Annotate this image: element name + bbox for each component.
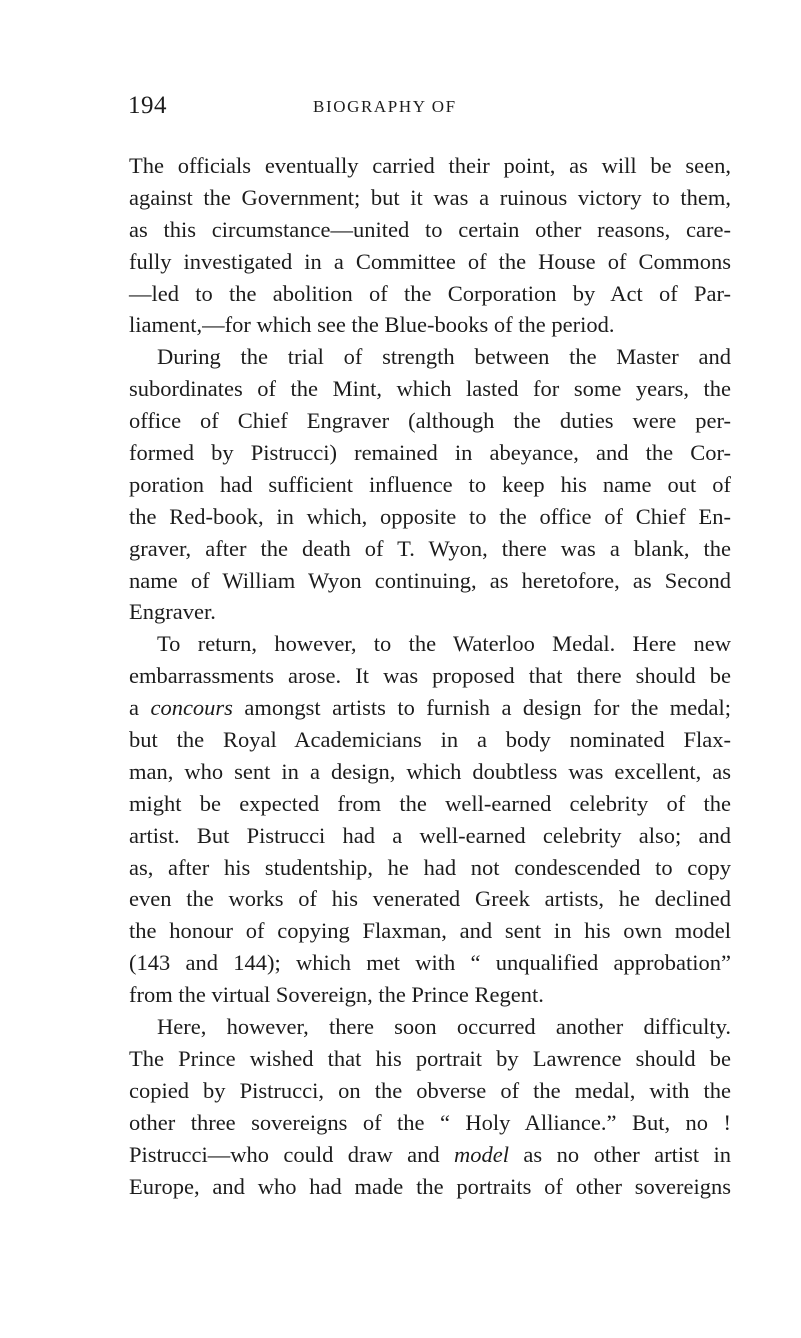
page-header	[0, 92, 801, 122]
text-line	[129, 1043, 731, 1075]
line-text: poration had sufficient influence to keep his name out of	[129, 471, 731, 497]
line-text: might be expected from the well-earned celebrity of the	[129, 790, 731, 816]
text-line	[129, 628, 731, 660]
line-text-post: amongst artists to furnish a design for the medal;	[232, 695, 731, 721]
text-line	[129, 341, 731, 373]
line-text: The officials eventually carried their point, as will be seen,	[129, 153, 731, 178]
line-text-post: as no other artist in	[509, 1141, 731, 1167]
text-line	[129, 820, 731, 852]
line-text: office of Chief Engraver (although the duties were per-	[129, 408, 731, 434]
line-text: graver, after the death of T. Wyon, there was a blank, the	[129, 535, 731, 561]
line-text: but the Royal Academicians in a body nominated Flax-	[129, 727, 731, 753]
line-text: from the virtual Sovereign, the Prince Regent.	[129, 982, 544, 1008]
text-line	[129, 1075, 731, 1107]
text-line	[129, 246, 731, 278]
page-number: 194	[128, 92, 167, 119]
line-text: Here, however, there soon occurred another difficulty.	[157, 1014, 731, 1040]
text-line	[129, 788, 731, 820]
line-text: Engraver.	[129, 599, 216, 625]
line-text: During the trial of strength between the Master and	[157, 344, 731, 370]
line-text: fully investigated in a Committee of the House of Commons	[129, 248, 731, 274]
line-text: formed by Pistrucci) remained in abeyance, and the Cor-	[129, 440, 731, 466]
text-line	[129, 278, 731, 310]
text-line	[129, 660, 731, 692]
text-line	[129, 533, 731, 565]
text-line	[129, 883, 731, 915]
text-line	[129, 915, 731, 947]
line-text: To return, however, to the Waterloo Medal. Here new	[157, 631, 731, 657]
line-text: liament,—for which see the Blue-books of the period.	[129, 312, 615, 338]
text-line	[129, 565, 731, 597]
text-line	[129, 373, 731, 405]
line-text: artist. But Pistrucci had a well-earned celebrity also; and	[129, 822, 731, 848]
line-text-pre: a	[129, 695, 151, 721]
text-line	[129, 405, 731, 437]
line-text: as this circumstance—united to certain other reasons, care-	[129, 216, 731, 242]
line-text: name of William Wyon continuing, as heretofore, as Second	[129, 567, 731, 593]
line-text: even the works of his venerated Greek artists, he declined	[129, 886, 731, 912]
running-head: BIOGRAPHY OF	[313, 97, 457, 116]
text-line	[129, 1171, 731, 1203]
text-line	[129, 947, 731, 979]
text-line	[129, 150, 731, 182]
italic-term: model	[454, 1141, 510, 1167]
text-line	[129, 1107, 731, 1139]
text-line	[129, 1139, 731, 1171]
line-text: against the Government; but it was a ruinous victory to them,	[129, 184, 731, 210]
text-line	[129, 724, 731, 756]
text-line	[129, 852, 731, 884]
line-text: as, after his studentship, he had not condescended to copy	[129, 854, 731, 880]
line-text: subordinates of the Mint, which lasted for some years, the	[129, 376, 731, 402]
line-text: other three sovereigns of the “ Holy Alliance.” But, no !	[129, 1109, 731, 1135]
line-text: the honour of copying Flaxman, and sent in his own model	[129, 918, 731, 944]
text-line	[129, 501, 731, 533]
line-text: copied by Pistrucci, on the obverse of the medal, with the	[129, 1077, 731, 1103]
line-text: man, who sent in a design, which doubtless was excellent, as	[129, 758, 731, 784]
body-text	[129, 150, 731, 1202]
line-text: embarrassments arose. It was proposed that there should be	[129, 663, 731, 689]
text-line	[129, 309, 731, 341]
line-text-pre: Pistrucci—who could draw and	[129, 1141, 455, 1167]
line-text: The Prince wished that his portrait by Lawrence should be	[129, 1045, 731, 1071]
line-text: Europe, and who had made the portraits of other sovereigns	[129, 1173, 731, 1199]
text-line	[129, 692, 731, 724]
italic-term: concours	[150, 695, 233, 721]
text-line	[129, 469, 731, 501]
line-text: (143 and 144); which met with “ unqualified approbation”	[129, 950, 731, 976]
text-line	[129, 756, 731, 788]
line-text: —led to the abolition of the Corporation by Act of Par-	[129, 280, 731, 306]
line-text: the Red-book, in which, opposite to the office of Chief En-	[129, 503, 731, 529]
text-line	[129, 182, 731, 214]
text-line	[129, 979, 731, 1011]
text-line	[129, 1011, 731, 1043]
text-line	[129, 596, 731, 628]
text-line	[129, 214, 731, 246]
text-line	[129, 437, 731, 469]
